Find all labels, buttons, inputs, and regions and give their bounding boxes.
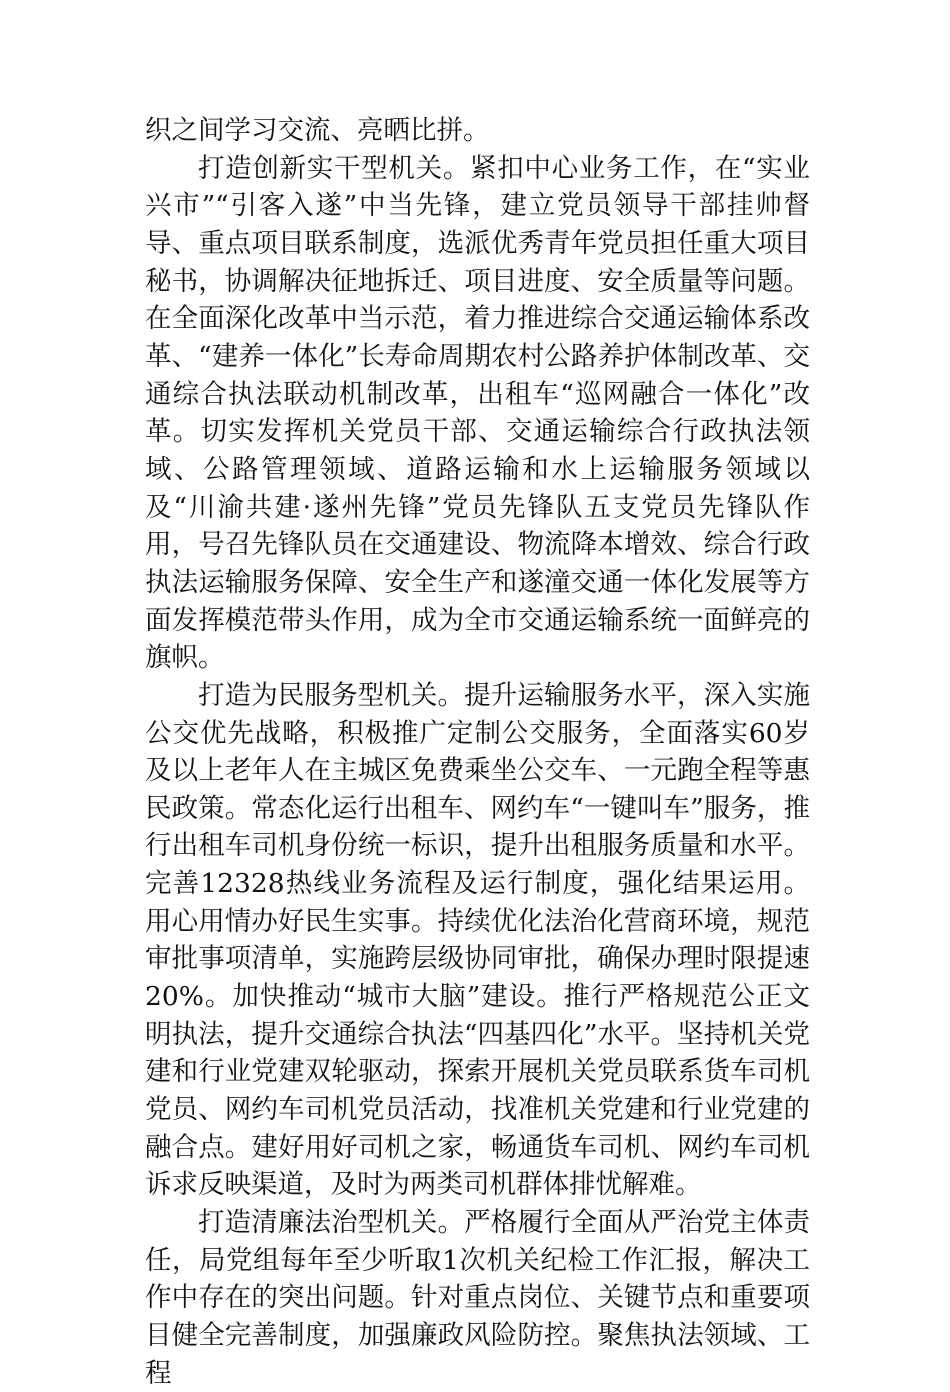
paragraph-service-agency: 打造为民服务型机关。提升运输服务水平，深入实施公交优先战略，积极推广定制公交服务，全面落实60岁及以上老年人在主城区免费乘坐公交车、一元跑全程等惠民政策。常态化运行出租车、网约车“一键叫车”服务，推行出租车司机身份统一标识，提升出租服务质量和水平。完善12328热线业务流程及运行制度，强化结果运用。用心用情办好民生实事。持续优化法治化营商环境，规范审批事项清单，实施跨层级协同审批，确保办理时限提速20%。加快推动“城市大脑”建设。推行严格规范公正文明执法，提升交通综合执法“四基四化”水平。坚持机关党建和行业党建双轮驱动，探索开展机关党员联系货车司机党员、网约车司机党员活动，找准机关党建和行业党建的融合点。建好用好司机之家，畅通货车司机、网约车司机诉求反映渠道，及时为两类司机群体排忧解难。 [145,679,810,1201]
paragraph-continuation: 织之间学习交流、亮晒比拼。 [145,115,490,146]
paragraph-integrity-agency: 打造清廉法治型机关。严格履行全面从严治党主体责任，局党组每年至少听取1次机关纪检工作汇报，解决工作中存在的突出问题。针对重点岗位、关键节点和重要项目健全完善制度，加强廉政风险防控。聚焦执法领域、工程 [145,1207,810,1389]
paragraph-innovation-agency: 打造创新实干型机关。紧扣中心业务工作，在“实业兴市”“引客入遂”中当先锋，建立党员领导干部挂帅督导、重点项目联系制度，选派优秀青年党员担任重大项目秘书，协调解决征地拆迁、项目进度、安全质量等问题。在全面深化改革中当示范，着力推进综合交通运输体系改革、“建养一体化”长寿命周期农村公路养护体制改革、交通综合执法联动机制改革，出租车“巡网融合一体化”改革。切实发挥机关党员干部、交通运输综合行政执法领域、公路管理领域、道路运输和水上运输服务领域以及“川渝共建·遂州先锋”党员先锋队五支党员先锋队作用，号召先锋队员在交通建设、物流降本增效、综合行政执法运输服务保障、安全生产和遂潼交通一体化发展等方面发挥模范带头作用，成为全市交通运输系统一面鲜亮的旗帜。 [145,152,810,674]
body-text [145,112,810,1392]
